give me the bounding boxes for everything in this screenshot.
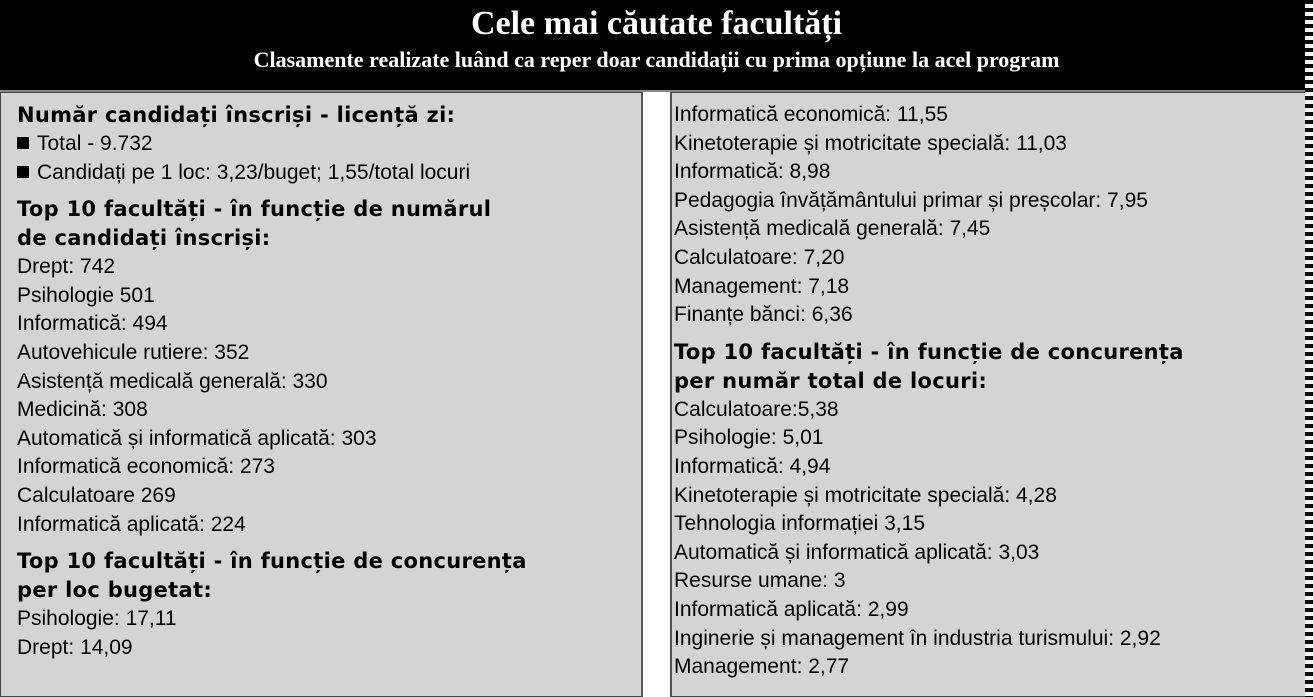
list-item: Psihologie: 5,01 [674, 426, 824, 450]
total-text: Total - 9.732 [37, 132, 153, 155]
top-enrolled-heading-line-1: Top 10 facultăți - în funcție de numărul [17, 197, 492, 222]
right-panel [670, 92, 1313, 697]
page-title: Cele mai căutate facultăți [470, 5, 843, 42]
list-item: Management: 7,18 [674, 274, 850, 298]
list-item: Drept: 14,09 [17, 635, 133, 659]
list-item: Informatică: 4,94 [674, 454, 831, 478]
list-item: Calculatoare 269 [17, 483, 176, 507]
list-item: Informatică economică: 273 [17, 455, 275, 479]
top-enrolled-list [17, 253, 633, 539]
column-gutter [643, 92, 670, 697]
candidates-heading: Număr candidați înscriși - licență zi: [17, 103, 456, 127]
list-item: Psihologie: 17,11 [17, 607, 177, 631]
list-item: Informatică: 8,98 [674, 160, 831, 184]
list-item: Inginerie și management în industria turismului: 2,92 [674, 626, 1161, 650]
list-item: Automatică și informatică aplicată: 303 [17, 426, 377, 450]
list-item: Informatică economică: 11,55 [674, 103, 948, 126]
list-item: Informatică aplicată: 2,99 [674, 597, 909, 621]
square-bullet-icon [17, 166, 29, 178]
list-item: Tehnologia informației 3,15 [674, 512, 925, 536]
top-budget-continued-list [674, 101, 1304, 330]
list-item: Medicină: 308 [17, 398, 148, 422]
top-total-heading [674, 338, 1304, 396]
top-total-list [674, 396, 1304, 682]
list-item: Kinetoterapie și motricitate specială: 11,03 [674, 131, 1067, 155]
top-enrolled-heading [17, 195, 633, 253]
square-bullet-icon [17, 137, 29, 149]
top-budget-list [17, 605, 633, 662]
list-item: Asistență medicală generală: 7,45 [674, 217, 991, 241]
list-item: Informatică aplicată: 224 [17, 512, 246, 536]
list-item: Calculatoare: 7,20 [674, 245, 845, 269]
list-item: Resurse umane: 3 [674, 569, 846, 593]
top-budget-heading [17, 547, 633, 605]
list-item: Kinetoterapie și motricitate specială: 4,28 [674, 483, 1057, 507]
left-panel [0, 92, 643, 697]
list-item: Drept: 742 [17, 255, 116, 279]
per-place-text: Candidați pe 1 loc: 3,23/buget; 1,55/total locuri [37, 160, 471, 184]
list-item: Autovehicule rutiere: 352 [17, 340, 250, 364]
list-item: Finanțe bănci: 6,36 [674, 303, 853, 327]
list-item: Informatică: 494 [17, 312, 168, 336]
top-budget-heading-line-2: per loc bugetat: [17, 578, 213, 603]
per-place-line [17, 159, 633, 188]
list-item: Asistență medicală generală: 330 [17, 369, 328, 393]
list-item: Psihologie 501 [17, 283, 155, 307]
page-edge-pattern [1305, 0, 1313, 697]
list-item: Pedagogia învățământului primar și preșcolar: 7,95 [674, 188, 1148, 212]
top-enrolled-heading-line-2: de candidați înscriși: [17, 226, 271, 251]
list-item: Calculatoare:5,38 [674, 397, 839, 421]
top-total-heading-line-1: Top 10 facultăți - în funcție de concurența [674, 339, 1184, 364]
page-subtitle: Clasamente realizate luând ca reper doar candidații cu prima opțiune la acel program [253, 47, 1060, 72]
total-line [17, 130, 633, 159]
top-budget-heading-line-1: Top 10 facultăți - în funcție de concurența [17, 549, 527, 574]
list-item: Automatică și informatică aplicată: 3,03 [674, 540, 1040, 564]
top-total-heading-line-2: per număr total de locuri: [674, 368, 988, 393]
page-header [0, 0, 1313, 90]
list-item: Management: 2,77 [674, 655, 850, 679]
